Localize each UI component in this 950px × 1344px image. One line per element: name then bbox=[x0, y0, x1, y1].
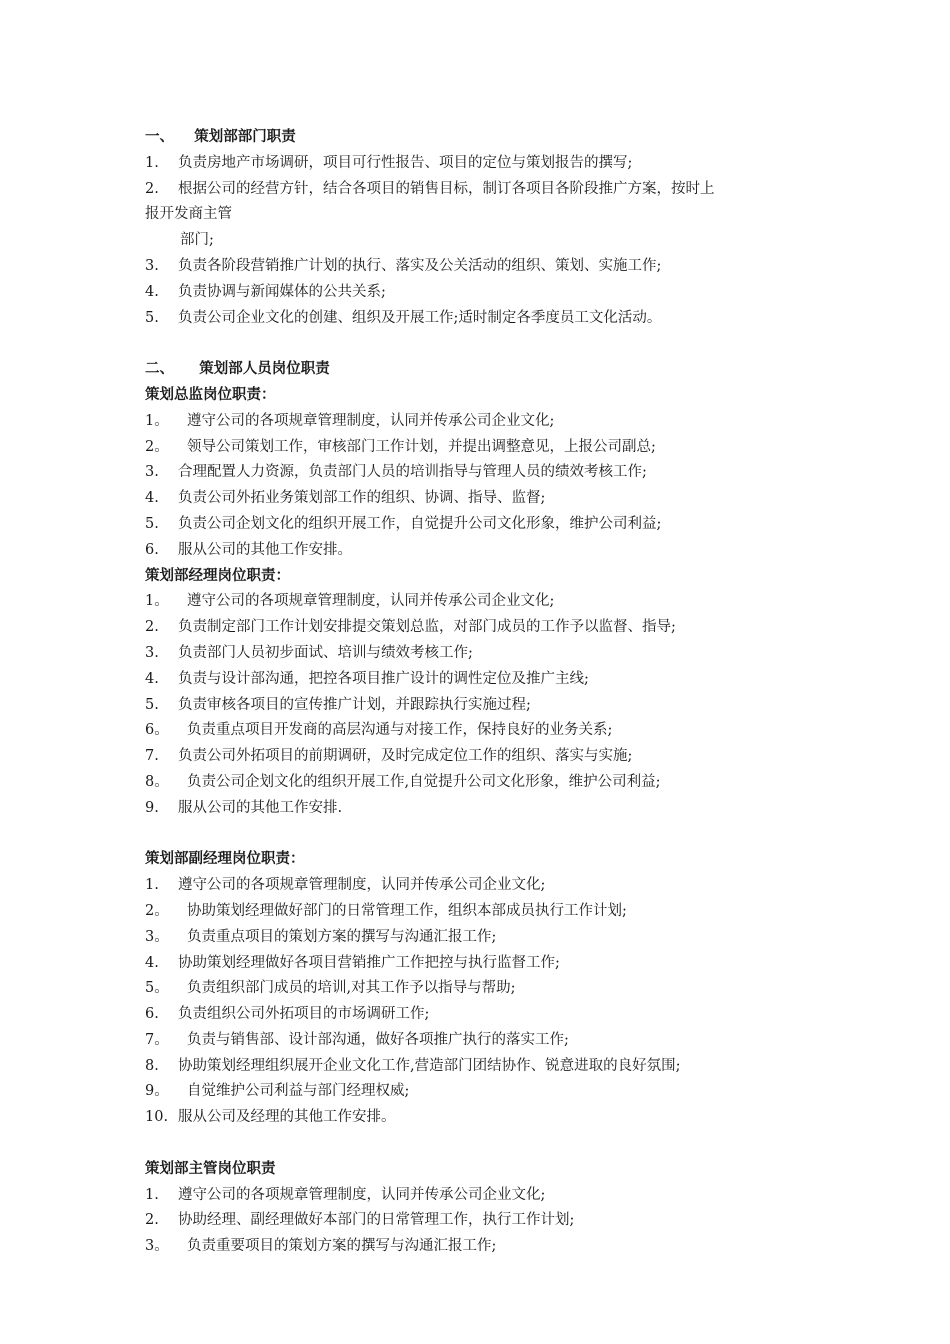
section-heading: 一、 策划部部门职责 bbox=[145, 129, 296, 145]
list-item: 5。 负责组织部门成员的培训,对其工作予以指导与帮助; bbox=[145, 980, 516, 997]
list-item: 3. 合理配置人力资源，负责部门人员的培训指导与管理人员的绩效考核工作; bbox=[145, 464, 647, 481]
list-item: 3。 负责重点项目的策划方案的撰写与沟通汇报工作; bbox=[145, 928, 497, 945]
list-item: 4. 负责与设计部沟通，把控各项目推广设计的调性定位及推广主线; bbox=[145, 670, 589, 687]
list-item: 3。 负责重要项目的策划方案的撰写与沟通汇报工作; bbox=[145, 1238, 497, 1255]
list-item: 4. 负责协调与新闻媒体的公共关系; bbox=[145, 283, 386, 300]
list-item-continuation: 报开发商主管 bbox=[145, 206, 232, 223]
spacer bbox=[145, 1131, 825, 1157]
list-item: 2。 协助策划经理做好部门的日常管理工作，组织本部成员执行工作计划; bbox=[145, 902, 627, 919]
list-item: 1。 遵守公司的各项规章管理制度，认同并传承公司企业文化; bbox=[145, 412, 555, 429]
spacer bbox=[145, 822, 825, 848]
list-item: 9. 服从公司的其他工作安排. bbox=[145, 799, 343, 816]
list-item: 1. 遵守公司的各项规章管理制度，认同并传承公司企业文化; bbox=[145, 877, 546, 894]
list-item: 8。 负责公司企划文化的组织开展工作,自觉提升公司文化形象，维护公司利益; bbox=[145, 773, 661, 790]
section-heading: 二、 策划部人员岗位职责 bbox=[145, 361, 330, 378]
list-item: 2. 根据公司的经营方针，结合各项目的销售目标，制订各项目各阶段推广方案，按时上 bbox=[145, 180, 715, 197]
list-item: 7. 负责公司外拓项目的前期调研，及时完成定位工作的组织、落实与实施; bbox=[145, 748, 633, 765]
list-item: 2. 协助经理、副经理做好本部门的日常管理工作，执行工作计划; bbox=[145, 1212, 575, 1229]
list-item: 3. 负责各阶段营销推广计划的执行、落实及公关活动的组织、策划、实施工作; bbox=[145, 257, 662, 274]
list-item: 5. 负责公司企划文化的组织开展工作，自觉提升公司文化形象，维护公司利益; bbox=[145, 515, 662, 532]
list-item: 1. 遵守公司的各项规章管理制度，认同并传承公司企业文化; bbox=[145, 1186, 546, 1203]
subsection-heading: 策划部主管岗位职责 bbox=[145, 1160, 276, 1177]
list-item: 6. 负责组织公司外拓项目的市场调研工作; bbox=[145, 1006, 430, 1023]
list-item: 3. 负责部门人员初步面试、培训与绩效考核工作; bbox=[145, 644, 473, 661]
document-page bbox=[145, 125, 825, 1260]
list-item: 5. 负责审核各项目的宣传推广计划，并跟踪执行实施过程; bbox=[145, 696, 531, 713]
list-item: 8. 协助策划经理组织展开企业文化工作,营造部门团结协作、锐意进取的良好氛围; bbox=[145, 1057, 681, 1074]
list-item: 2. 负责制定部门工作计划安排提交策划总监，对部门成员的工作予以监督、指导; bbox=[145, 619, 676, 636]
list-item: 4. 协助策划经理做好各项目营销推广工作把控与执行监督工作; bbox=[145, 954, 560, 971]
list-item: 7。 负责与销售部、设计部沟通，做好各项推广执行的落实工作; bbox=[145, 1031, 569, 1048]
subsection-heading: 策划部副经理岗位职责： bbox=[145, 851, 305, 868]
list-item: 4. 负责公司外拓业务策划部工作的组织、协调、指导、监督; bbox=[145, 490, 546, 507]
list-item: 1。 遵守公司的各项规章管理制度，认同并传承公司企业文化; bbox=[145, 593, 555, 610]
list-item: 2。 领导公司策划工作，审核部门工作计划，并提出调整意见，上报公司副总; bbox=[145, 438, 656, 455]
subsection-heading: 策划总监岗位职责： bbox=[145, 386, 276, 403]
list-item: 9。 自觉维护公司利益与部门经理权威; bbox=[145, 1083, 410, 1100]
spacer bbox=[145, 331, 825, 357]
subsection-heading: 策划部经理岗位职责： bbox=[145, 567, 290, 584]
list-item: 6。 负责重点项目开发商的高层沟通与对接工作，保持良好的业务关系; bbox=[145, 722, 613, 739]
list-item: 6. 服从公司的其他工作安排。 bbox=[145, 541, 352, 558]
list-item: 5. 负责公司企业文化的创建、组织及开展工作;适时制定各季度员工文化活动。 bbox=[145, 309, 662, 326]
list-item: 1. 负责房地产市场调研，项目可行性报告、项目的定位与策划报告的撰写; bbox=[145, 154, 633, 171]
list-item: 10. 服从公司及经理的其他工作安排。 bbox=[145, 1109, 396, 1126]
list-item-continuation: 部门; bbox=[180, 232, 214, 249]
